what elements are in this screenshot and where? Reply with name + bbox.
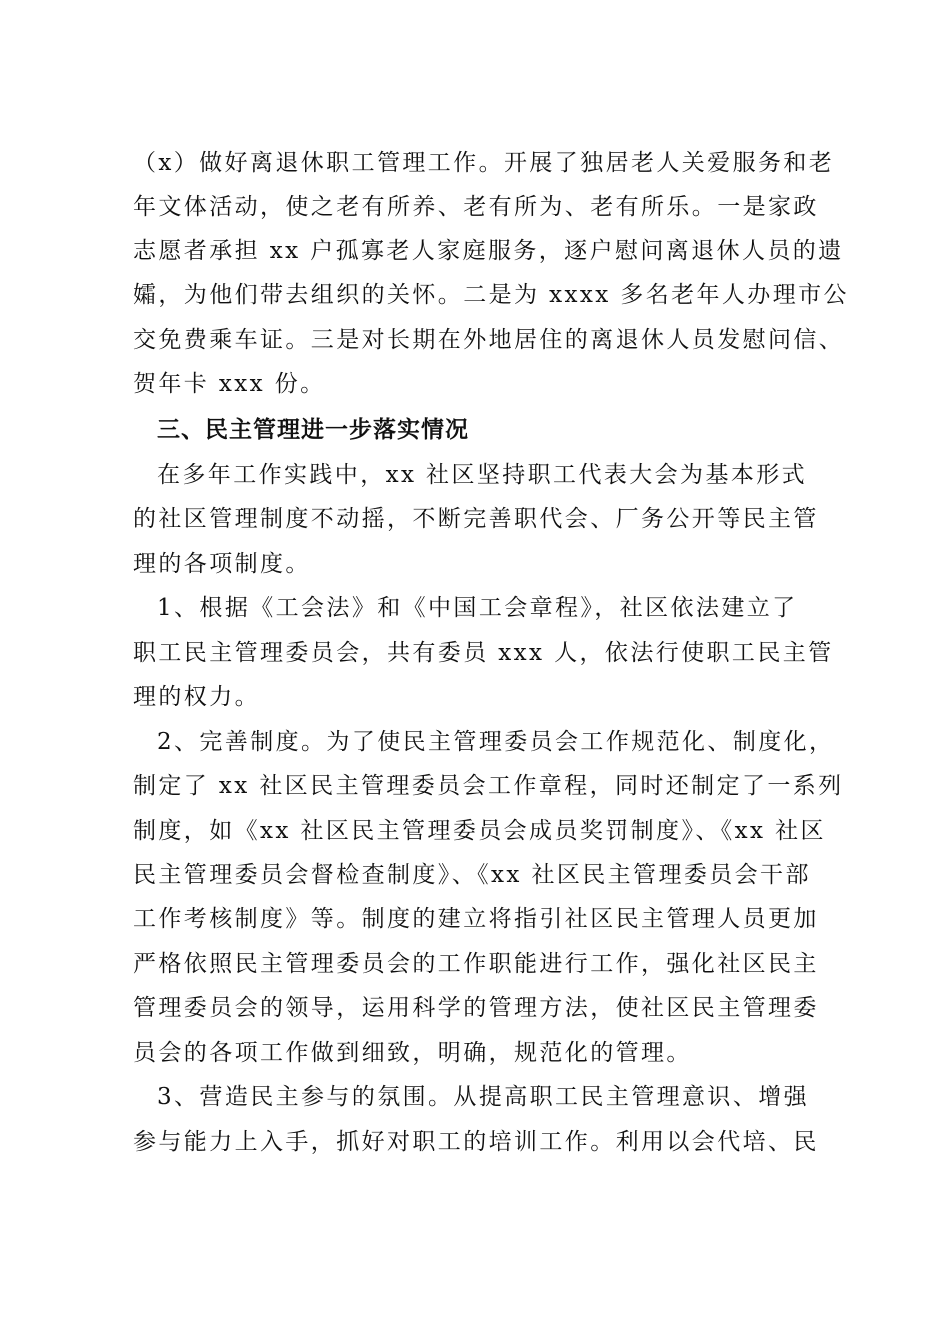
item-2-line-8: 员会的各项工作做到细致，明确，规范化的管理。: [133, 1040, 692, 1066]
item-3-line-1: 3、营造民主参与的氛围。从提高职工民主管理意识、增强: [157, 1084, 810, 1110]
item-2-line-7: 管理委员会的领导，运用科学的管理方法，使社区民主管理委: [133, 995, 819, 1021]
retirees-paragraph-line-6: 贺年卡 xxx 份。: [133, 371, 326, 397]
item-1-line-1: 1、根据《工会法》和《中国工会章程》，社区依法建立了: [157, 595, 798, 621]
item-1-line-3: 理的权力。: [133, 684, 260, 710]
intro-paragraph-line-3: 理的各项制度。: [133, 551, 311, 577]
retirees-paragraph-line-2: 年文体活动，使之老有所养、老有所为、老有所乐。一是家政: [133, 194, 819, 220]
item-2-line-5: 工作考核制度》等。制度的建立将指引社区民主管理人员更加: [133, 906, 819, 932]
section-heading: 三、民主管理进一步落实情况: [157, 417, 469, 443]
item-2-line-2: 制定了 xx 社区民主管理委员会工作章程，同时还制定了一系列: [133, 773, 844, 799]
item-1-line-2: 职工民主管理委员会，共有委员 xxx 人，依法行使职工民主管: [133, 640, 834, 666]
retirees-paragraph-line-1: （x）做好离退休职工管理工作。开展了独居老人关爱服务和老: [133, 150, 835, 176]
item-2-line-4: 民主管理委员会督检查制度》、《xx 社区民主管理委员会干部: [133, 862, 811, 888]
item-2-line-3: 制度，如《xx 社区民主管理委员会成员奖罚制度》、《xx 社区: [133, 818, 826, 844]
retirees-paragraph-line-5: 交免费乘车证。三是对长期在外地居住的离退休人员发慰问信、: [133, 327, 845, 353]
intro-paragraph-line-1: 在多年工作实践中，xx 社区坚持职工代表大会为基本形式: [157, 462, 808, 488]
retirees-paragraph-line-4: 孀，为他们带去组织的关怀。二是为 xxxx 多名老年人办理市公: [133, 282, 849, 308]
intro-paragraph-line-2: 的社区管理制度不动摇，不断完善职代会、厂务公开等民主管: [133, 506, 819, 532]
item-2-line-6: 严格依照民主管理委员会的工作职能进行工作，强化社区民主: [133, 951, 819, 977]
item-2-line-1: 2、完善制度。为了使民主管理委员会工作规范化、制度化，: [157, 729, 835, 755]
item-3-line-2: 参与能力上入手，抓好对职工的培训工作。利用以会代培、民: [133, 1129, 819, 1155]
retirees-paragraph-line-3: 志愿者承担 xx 户孤寡老人家庭服务，逐户慰问离退休人员的遗: [133, 238, 844, 264]
